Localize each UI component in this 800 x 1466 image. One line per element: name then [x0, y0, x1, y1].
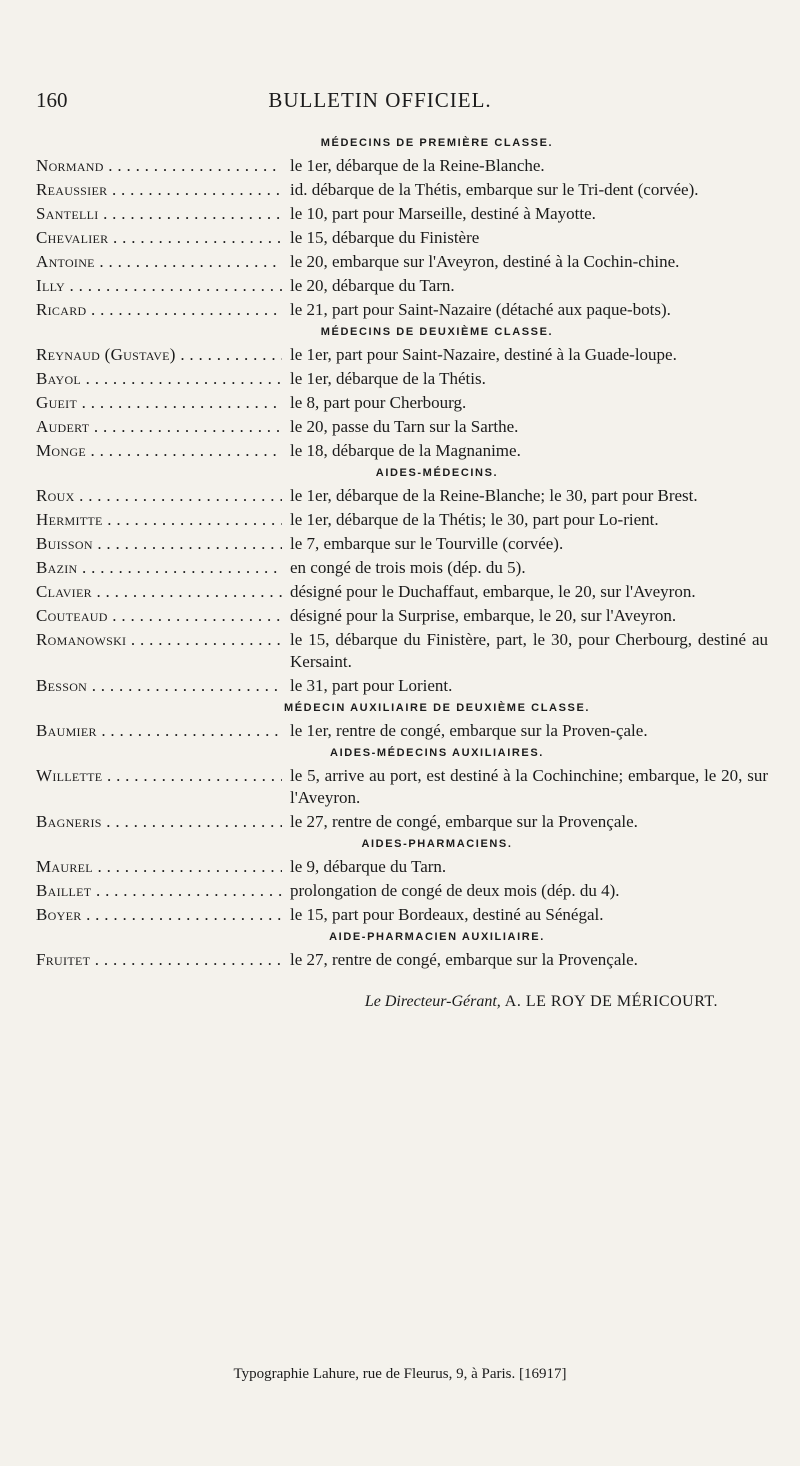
section-heading: MÉDECINS DE DEUXIÈME CLASSE.: [320, 326, 554, 338]
assignment-description: le 1er, rentre de congé, embarque sur la Proven-çale.: [290, 721, 648, 740]
bulletin-title: BULLETIN OFFICIEL.: [268, 88, 492, 112]
officer-name: Maurel . . .: [36, 856, 282, 878]
assignment-description: le 10, part pour Marseille, destiné à Mayotte.: [290, 204, 596, 223]
personnel-entry: [36, 904, 768, 926]
personnel-entry: [36, 155, 768, 177]
officer-name: Boyer . . .: [36, 904, 282, 926]
assignment-description: le 8, part pour Cherbourg.: [290, 393, 467, 412]
officer-name: Roux . . .: [36, 485, 282, 507]
officer-name: Buisson . . .: [36, 533, 282, 555]
assignment-description: le 9, débarque du Tarn.: [290, 857, 447, 876]
assignment-description: prolongation de congé de deux mois (dép. du 4).: [290, 881, 620, 900]
personnel-entry: [36, 485, 768, 507]
assignment-description: en congé de trois mois (dép. du 5).: [290, 558, 526, 577]
personnel-entry: [36, 811, 768, 833]
section-heading: AIDES-MÉDECINS.: [375, 467, 499, 479]
personnel-listing: [36, 132, 768, 1011]
officer-name: Ricard . . .: [36, 299, 282, 321]
personnel-entry: [36, 509, 768, 531]
assignment-description: le 5, arrive au port, est destiné à la Cochinchine; embarque, le 20, sur l'Aveyron.: [290, 766, 768, 807]
assignment-description: le 1er, part pour Saint-Nazaire, destiné à la Guade-loupe.: [290, 345, 677, 364]
officer-name: Reynaud (Gustave) . . .: [36, 344, 282, 366]
assignment-description: le 1er, débarque de la Thétis.: [290, 369, 486, 388]
officer-name: Antoine . . .: [36, 251, 282, 273]
officer-name: Hermitte . . .: [36, 509, 282, 531]
assignment-description: le 20, débarque du Tarn.: [290, 276, 455, 295]
officer-name: Gueit . . .: [36, 392, 282, 414]
assignment-description: le 27, rentre de congé, embarque sur la Provençale.: [290, 950, 638, 969]
officer-name: Baillet . . .: [36, 880, 282, 902]
personnel-entry: [36, 344, 768, 366]
assignment-description: id. débarque de la Thétis, embarque sur le Tri-dent (corvée).: [290, 180, 699, 199]
personnel-entry: [36, 416, 768, 438]
officer-name: Normand . . .: [36, 155, 282, 177]
assignment-description: le 1er, débarque de la Reine-Blanche; le 30, part pour Brest.: [290, 486, 698, 505]
personnel-entry: [36, 880, 768, 902]
officer-name: Baumier . . .: [36, 720, 282, 742]
assignment-description: le 1er, débarque de la Reine-Blanche.: [290, 156, 545, 175]
personnel-entry: [36, 368, 768, 390]
assignment-description: le 15, débarque du Finistère, part, le 30, pour Cherbourg, destiné au Kersaint.: [290, 630, 768, 671]
assignment-description: le 15, débarque du Finistère: [290, 228, 480, 247]
personnel-entry: [36, 203, 768, 225]
signature-name: A. LE ROY DE MÉRICOURT.: [504, 993, 718, 1010]
officer-name: Chevalier . . .: [36, 227, 282, 249]
page-header: [36, 88, 764, 113]
personnel-entry: [36, 227, 768, 249]
section-heading: AIDES-MÉDECINS AUXILIAIRES.: [330, 747, 544, 759]
signature-line: [36, 993, 768, 1011]
officer-name: Bagneris . . .: [36, 811, 282, 833]
section-heading: MÉDECIN AUXILIAIRE DE DEUXIÈME CLASSE.: [283, 702, 591, 714]
officer-name: Besson . . .: [36, 675, 282, 697]
officer-name: Santelli . . .: [36, 203, 282, 225]
section-heading: AIDE-PHARMACIEN AUXILIAIRE.: [329, 931, 545, 943]
assignment-description: le 31, part pour Lorient.: [290, 676, 453, 695]
officer-name: Audert . . .: [36, 416, 282, 438]
section-heading: MÉDECINS DE PREMIÈRE CLASSE.: [320, 137, 554, 149]
personnel-entry: [36, 179, 768, 201]
personnel-entry: [36, 440, 768, 462]
personnel-entry: [36, 557, 768, 579]
officer-name: Willette . . .: [36, 765, 282, 809]
personnel-entry: [36, 629, 768, 673]
officer-name: Romanowski . . .: [36, 629, 282, 673]
personnel-entry: [36, 581, 768, 603]
assignment-description: le 18, débarque de la Magnanime.: [290, 441, 521, 460]
officer-name: Illy . . .: [36, 275, 282, 297]
personnel-entry: [36, 765, 768, 809]
assignment-description: désigné pour la Surprise, embarque, le 20, sur l'Aveyron.: [290, 606, 677, 625]
assignment-description: le 15, part pour Bordeaux, destiné au Sénégal.: [290, 905, 604, 924]
officer-name: Bazin . . .: [36, 557, 282, 579]
section-heading: AIDES-PHARMACIENS.: [361, 838, 513, 850]
personnel-entry: [36, 299, 768, 321]
assignment-description: le 20, passe du Tarn sur la Sarthe.: [290, 417, 519, 436]
personnel-entry: [36, 251, 768, 273]
officer-name: Reaussier . . .: [36, 179, 282, 201]
personnel-entry: [36, 533, 768, 555]
personnel-entry: [36, 949, 768, 971]
officer-name: Monge . . .: [36, 440, 282, 462]
officer-name: Bayol . . .: [36, 368, 282, 390]
page-number: 160: [36, 88, 68, 112]
personnel-entry: [36, 275, 768, 297]
personnel-entry: [36, 856, 768, 878]
personnel-entry: [36, 675, 768, 697]
personnel-entry: [36, 720, 768, 742]
assignment-description: le 7, embarque sur le Tourville (corvée).: [290, 534, 564, 553]
personnel-entry: [36, 605, 768, 627]
assignment-description: le 21, part pour Saint-Nazaire (détaché aux paque-bots).: [290, 300, 671, 319]
assignment-description: le 20, embarque sur l'Aveyron, destiné à la Cochin-chine.: [290, 252, 680, 271]
officer-name: Clavier . . .: [36, 581, 282, 603]
assignment-description: le 1er, débarque de la Thétis; le 30, part pour Lo-rient.: [290, 510, 659, 529]
printer-imprint: Typographie Lahure, rue de Fleurus, 9, à Paris. [16917]: [233, 1366, 567, 1382]
assignment-description: désigné pour le Duchaffaut, embarque, le 20, sur l'Aveyron.: [290, 582, 696, 601]
signature-label: Le Directeur-Gérant,: [364, 993, 501, 1010]
officer-name: Couteaud . . .: [36, 605, 282, 627]
assignment-description: le 27, rentre de congé, embarque sur la Provençale.: [290, 812, 638, 831]
personnel-entry: [36, 392, 768, 414]
officer-name: Fruitet . . .: [36, 949, 282, 971]
